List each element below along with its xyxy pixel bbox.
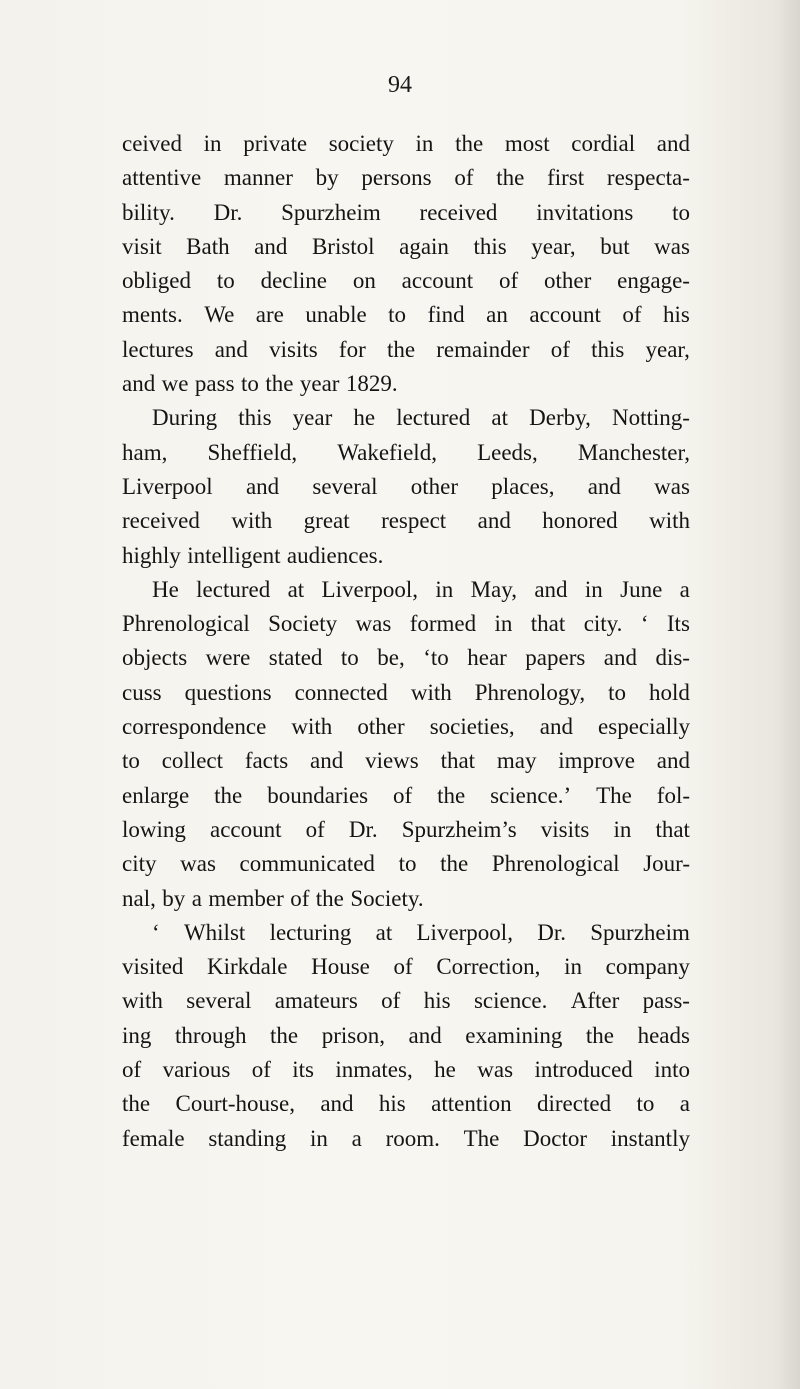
word: of [381,988,401,1014]
text-line [122,1087,690,1121]
word: of [393,954,413,980]
word: Manchester, [577,439,690,465]
word: Derby, [529,405,591,431]
word: manner [223,165,293,191]
word: June [620,576,663,602]
word: with [291,714,333,740]
word: fol- [656,782,690,808]
word: The [463,1125,500,1151]
text-line [122,230,690,264]
word: was [654,233,690,259]
word: Notting- [612,405,690,431]
word: and [539,714,573,740]
word: Phrenology, [474,679,586,705]
word: with [410,679,452,705]
word: and [245,473,280,499]
word: in [564,954,582,980]
word: this [473,233,507,259]
word: to [122,748,140,774]
word: lectures [122,336,194,362]
word: may [496,748,537,774]
word: enlarge [122,782,190,808]
word: attentive [122,165,202,191]
word: the [386,336,416,362]
word: Wakefield, [337,439,437,465]
word: views [365,748,419,774]
word: science. [473,988,548,1014]
page-number: 94 [388,72,412,98]
word: to [636,1091,655,1117]
text-line [122,916,690,950]
word: room. [385,1125,440,1151]
word: communicated [239,851,375,877]
word: the [440,851,469,877]
word: Bath [186,233,230,259]
word: Leeds, [477,439,538,465]
word: Liverpool, [416,919,513,945]
word: Kirkdale [206,954,288,980]
word: papers [525,645,586,671]
word: connected [294,679,388,705]
word: hear [467,645,507,671]
word: of [622,302,642,328]
word: amateurs [274,988,358,1014]
text-line [122,813,690,847]
word: Bristol [311,233,375,259]
word: of [393,782,413,808]
word: heads [637,1022,690,1048]
word: pass- [642,988,690,1014]
text-line [122,401,690,435]
word: with [122,988,163,1014]
word: by [315,165,339,191]
word: persons [361,165,432,191]
word: Court-house, [175,1091,295,1117]
word: The [596,782,632,808]
word: and [320,1091,354,1117]
word: and [310,748,344,774]
word: in [494,611,513,637]
word: Liverpool, [321,576,418,602]
word: that [530,611,566,637]
word: introduced [534,1057,633,1083]
word: lowing [122,816,186,842]
word: he [353,405,376,431]
word: in [203,131,222,156]
word: audiences. [286,542,384,568]
word: this [238,405,272,431]
word: was [654,473,690,499]
word: account [401,268,474,294]
word: this [591,336,625,362]
word: his [663,302,690,328]
word: Spurzheim’s [401,816,517,842]
word: the [270,1022,299,1048]
word: visits [540,816,590,842]
word: respect [381,508,447,534]
word: science.’ [490,782,572,808]
word: received [419,199,498,225]
word: He [152,576,179,602]
text-line [122,1122,690,1156]
body-text [122,127,690,1156]
word: by [162,885,186,911]
word: year, [645,336,690,362]
word: cordial [571,131,636,156]
word: highly [122,542,181,568]
word: visited [122,954,184,980]
word: Phrenological [122,611,250,637]
text-line [122,367,690,401]
word: instantly [610,1125,690,1151]
word: societies, [429,714,515,740]
word: several [186,988,252,1014]
word: correspondence [122,714,267,740]
word: again [399,233,449,259]
word: Dr. [213,199,243,225]
word: obliged [122,268,191,294]
word: Doctor [523,1125,587,1151]
word: various [162,1057,231,1083]
word: to [388,302,407,328]
word: be, [377,645,405,671]
word: and [656,748,690,774]
word: that [655,816,690,842]
text-line [122,161,690,195]
word: collect [161,748,223,774]
text-line [122,710,690,744]
word: stated [268,645,323,671]
word: year [299,371,340,397]
word: and [254,233,288,259]
word: and [122,371,156,397]
text-line [122,539,690,573]
word: to [672,199,690,225]
word: several [312,473,378,499]
word: and [603,645,637,671]
text-line [122,882,690,916]
word: for [338,336,366,362]
word: private [243,131,308,156]
text-line [122,333,690,367]
word: pass [194,371,235,397]
word: year, [531,233,576,259]
word: a [351,1125,362,1151]
word: hold [649,679,690,705]
word: Whilst [183,919,246,945]
word: and [534,576,568,602]
word: Phrenological [491,851,620,877]
word: in [310,1125,328,1151]
word: received [122,508,200,534]
word: account [529,302,601,328]
word: Jour- [643,851,690,877]
word: and [587,473,621,499]
word: the [315,885,344,911]
word: he [434,1057,456,1083]
word: of [305,816,325,842]
word: boundaries [267,782,369,808]
word: ceived [122,131,183,156]
word: and [477,508,511,534]
word: was [180,851,216,877]
word: member [208,885,284,911]
word: to [240,371,259,397]
word: of [122,1057,142,1083]
word: Dr. [537,919,566,945]
text-line [122,504,690,538]
word: directed [537,1091,612,1117]
word: a [191,885,202,911]
word: After [570,988,620,1014]
word: attention [431,1091,512,1117]
word: Its [666,611,690,637]
word: of [290,885,310,911]
word: other [544,268,592,294]
word: at [491,405,509,431]
word: other [410,473,459,499]
word: the [122,1091,151,1117]
word: places, [491,473,555,499]
word: ‘ [152,919,160,945]
text-line [122,744,690,778]
word: to [340,645,359,671]
word: city. [583,611,623,637]
word: May, [470,576,517,602]
word: decline [260,268,327,294]
word: are [255,302,284,328]
word: into [654,1057,690,1083]
word: Liverpool [122,473,213,499]
word: most [504,131,550,156]
word: and [214,336,248,362]
text-line [122,298,690,332]
word: to [216,268,235,294]
word: with [231,508,273,534]
word: engage- [617,268,690,294]
word: through [174,1022,247,1048]
word: an [486,302,508,328]
word: find [427,302,465,328]
word: of [251,1057,271,1083]
word: ments. [122,302,183,328]
word: city [122,851,157,877]
word: lectured [196,576,271,602]
word: unable [305,302,367,328]
word: and [408,1022,442,1048]
word: remainder [436,336,530,362]
word: Spurzheim [590,919,690,945]
word: especially [598,714,690,740]
word: in [415,131,434,156]
word: year [292,405,333,431]
word: dis- [655,645,690,671]
text-line [122,779,690,813]
word: on [352,268,376,294]
word: Society. [350,885,424,911]
word: We [204,302,235,328]
word: was [355,611,392,637]
word: great [303,508,350,534]
word: questions [184,679,272,705]
word: we [161,371,189,397]
word: standing [208,1125,287,1151]
word: in [613,816,632,842]
word: a [679,576,690,602]
word: facts [244,748,289,774]
word: in [584,576,603,602]
word: 1829. [345,371,398,397]
word: first [547,165,585,191]
word: nal, [122,885,156,911]
word: ‘to [423,645,449,671]
word: Spurzheim [281,199,381,225]
word: of [454,165,474,191]
text-line [122,641,690,675]
word: and [656,131,690,156]
word: of [499,268,519,294]
word: bility. [122,199,175,225]
text-line [122,264,690,298]
word: his [378,1091,406,1117]
word: Society [268,611,338,637]
word: lecturing [269,919,352,945]
word: to [398,851,417,877]
word: honored [542,508,618,534]
word: other [357,714,405,740]
text-line [122,573,690,607]
text-line [122,196,690,230]
word: in [435,576,454,602]
text-line [122,607,690,641]
word: the [496,165,525,191]
word: the [585,1022,615,1048]
word: society [328,131,394,156]
word: Dr. [348,816,378,842]
word: House [311,954,370,980]
word: the [455,131,484,156]
word: inmates, [335,1057,413,1083]
word: account [209,816,282,842]
text-line [122,1053,690,1087]
word: to [608,679,626,705]
text-line [122,984,690,1018]
text-line [122,676,690,710]
word: visits [269,336,318,362]
word: at [287,576,305,602]
word: invitations [536,199,634,225]
word: Correction, [436,954,541,980]
word: lectured [396,405,471,431]
word: female [122,1125,185,1151]
word: formed [409,611,477,637]
word: with [649,508,690,534]
word: Sheffield, [207,439,298,465]
word: prison, [321,1022,385,1048]
text-line [122,950,690,984]
word: company [605,954,690,980]
word: ing [122,1022,152,1048]
text-line [122,847,690,881]
text-line [122,436,690,470]
word: ham, [122,439,168,465]
word: his [423,988,451,1014]
word: the [265,371,294,397]
word: was [477,1057,514,1083]
word: objects [122,645,188,671]
text-line [122,1019,690,1053]
text-line [122,470,690,504]
word: its [292,1057,315,1083]
word: that [440,748,476,774]
word: but [600,233,630,259]
word: respecta- [606,165,690,191]
word: examining [465,1022,563,1048]
word: intelligent [187,542,281,568]
word: ‘ [640,611,649,637]
word: During [152,405,218,431]
word: the [437,782,466,808]
word: of [550,336,570,362]
word: cuss [122,679,162,705]
word: were [205,645,251,671]
word: visit [122,233,162,259]
word: at [375,919,393,945]
word: improve [558,748,635,774]
word: a [679,1091,690,1117]
text-line [122,127,690,161]
word: the [214,782,243,808]
